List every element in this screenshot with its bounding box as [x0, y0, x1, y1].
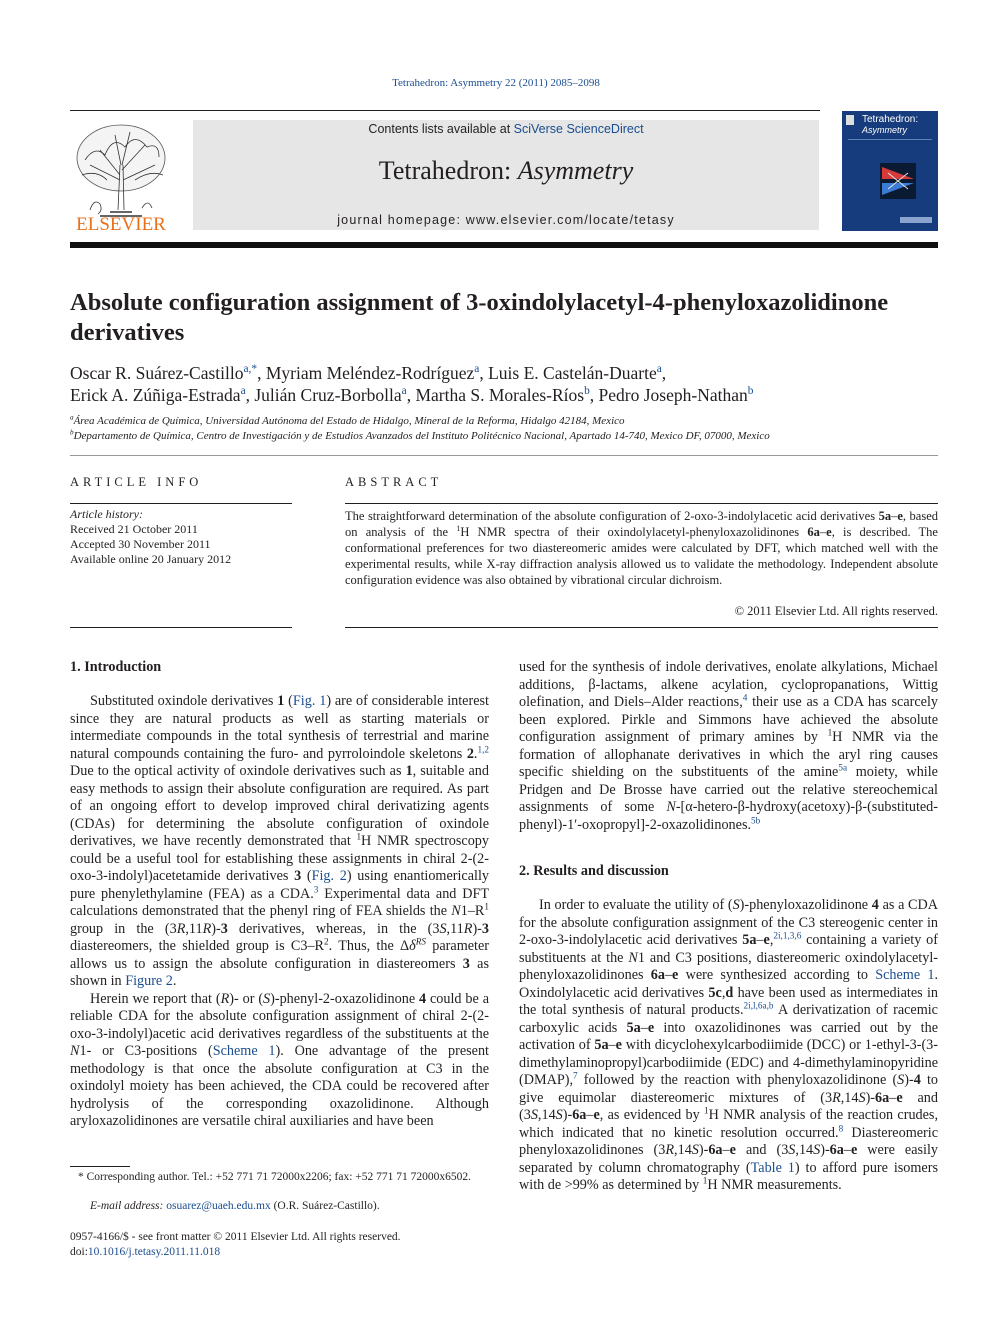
figure-link[interactable]: Fig. 2	[311, 868, 347, 884]
cover-divider	[848, 139, 932, 140]
authors-line-1: Oscar R. Suárez-Castillo$^{a,*}$, Myriam Meléndez-Rodríguez$^a$, Luis E. Castelán-Duarte$^a$,	[70, 363, 667, 383]
author-affil-mark[interactable]: a	[656, 363, 662, 376]
author-affil-mark[interactable]: a,*	[243, 363, 258, 376]
author[interactable]	[599, 385, 754, 405]
abstract-text: The straightforward determination of the absolute configuration of 2-oxo-3-indolylacetic acid derivatives 5a–e, based on analysis of the $^1$H NMR spectra of their oxindolylacetyl-phenyloxazolidinones 6a–e, is described. The conformational preferences for two diastereomeric amides were calculated by DFT, which matched well with the experimental results, while X-ray diffraction analysis allowed us to validate the methodology. Independent absolute configuration evidence was also obtained by vibrational circular dichroism.	[345, 509, 938, 588]
paragraph: In order to evaluate the utility of (S)-phenyloxazolidinone 4 as a CDA for the absolute configuration assignment of the C3 stereogenic center in 2-oxo-3-indolylacetic acid derivatives 5a–e,$^{2i,1,3,6}$ containing a variety of substituents at the N1 and C3 positions, diastereomeric oxindolylacetyl-phenyloxazolidinones 6a–e were synthesized according to Scheme 1. Oxindolylacetic acid derivatives 5c,d have been used as intermediates in the total synthesis of natural products.$^{2i,l,6a,b}$ A derivatization of racemic carboxylic acids 5a–e into oxazolidinones was carried out by the activation of 5a–e with dicyclohexylcarbodiimide (DCC) or 1-ethyl-3-(3-dimethylaminopropyl)carbodiimide (EDC) and 4-dimethylaminopyridine (DMAP),$^7$ followed by the reaction with phenyloxazolidinone (S)-4 to give equimolar diastereomeric mixtures of (3R,14S)-6a–e and (3S,14S)-6a–e, as evidenced by $^1$H NMR analysis of the reaction crudes, which indicated that no kinetic resolution occurred.$^8$ Diastereomeric phenyloxazolidinones (3R,14S)-6a–e and (3S,14S)-6a–e were easily separated by column chromatography (Table 1) to afford pure isomers with de >99% as determined by $^1$H NMR measurements.	[519, 897, 938, 1193]
section-heading-results: 2. Results and discussion	[519, 863, 669, 879]
elsevier-wordmark: ELSEVIER	[76, 214, 166, 235]
author-name: Myriam Meléndez-Rodríguez	[265, 363, 475, 383]
journal-name: Tetrahedron:	[378, 156, 518, 185]
article-info-bottom-rule	[70, 627, 292, 628]
results-body	[519, 897, 938, 1195]
copyright-notice: © 2011 Elsevier Ltd. All rights reserved.	[734, 604, 938, 618]
author-affil-mark[interactable]: a	[240, 385, 246, 398]
email-label: E-mail address:	[90, 1200, 164, 1212]
author-affil-mark[interactable]: a	[474, 363, 480, 376]
paragraph: used for the synthesis of indole derivatives, enolate alkylations, Michael additions, β-lactams, alkene acylation, cyclopropanations, Wittig olefination, and Diels–Alder reactions,$^4$ their use as a CDA has scarcely been explored. Pirkle and Simmons have achieved the absolute configuration assignment of primary amines by $^1$H NMR via the formation of allophanate derivatives in which the aryl ring causes specific shielding on the substituents of the amine$^{5a}$ moiety, while Pridgen and De Brosse have carried out the relative stereochemical assignments of some N-[α-hetero-β-hydroxy(acetoxy)-β-(substituted-phenyl)-1′-oxopropyl]-2-oxazolidinones.$^{5b}$	[519, 659, 938, 833]
email-owner: (O.R. Suárez-Castillo).	[273, 1200, 380, 1212]
email-footnote	[90, 1199, 490, 1214]
contents-line	[193, 122, 819, 136]
article-title: Absolute configuration assignment of 3-oxindolylacetyl-4-phenyloxazolidinone derivatives	[70, 289, 889, 346]
article-info-rule	[70, 503, 292, 504]
affiliation-label: b	[70, 428, 74, 437]
doi-label: doi:	[70, 1246, 88, 1258]
affiliation-label: a	[70, 413, 74, 422]
accepted-date: Accepted 30 November 2011	[70, 537, 211, 551]
elsevier-tree-icon	[70, 120, 172, 235]
elsevier-logo	[70, 120, 172, 235]
affiliation-text: Área Académica de Química, Universidad Autónoma del Estado de Hidalgo, Mineral de la Reforma, Hidalgo 42184, Mexico	[73, 415, 625, 427]
footnote-rule	[70, 1166, 130, 1167]
scheme-link[interactable]: Scheme 1	[875, 967, 935, 983]
author-name: Julián Cruz-Borbolla	[254, 385, 402, 405]
section-heading-introduction: 1. Introduction	[70, 659, 162, 675]
contents-prefix: Contents lists available at	[368, 122, 514, 136]
author-affil-mark[interactable]: b	[747, 385, 754, 398]
journal-header-box	[193, 120, 819, 230]
affiliation-text: Departamento de Química, Centro de Investigación y de Estudios Avanzados del Instituto Politécnico Nacional, Apartado 14-740, Mexico DF, 07000, Mexico	[73, 430, 770, 442]
author-name: Erick A. Zúñiga-Estrada	[70, 385, 241, 405]
received-date: Received 21 October 2011	[70, 522, 198, 536]
author[interactable]	[70, 385, 246, 405]
journal-name-italic: Asymmetry	[517, 156, 634, 185]
affiliation-a	[70, 415, 940, 427]
author[interactable]	[70, 363, 257, 383]
journal-title	[193, 156, 819, 186]
cover-title-text: Tetrahedron:	[862, 114, 919, 125]
affiliation-b	[70, 430, 940, 442]
corresponding-author-footnote: * Corresponding author. Tel.: +52 771 71 72000x2206; fax: +52 771 71 72000x6502.	[78, 1171, 472, 1183]
author[interactable]	[488, 363, 662, 383]
author[interactable]	[415, 385, 589, 405]
email-link[interactable]: osuarez@uaeh.edu.mx	[166, 1200, 271, 1212]
journal-cover[interactable]	[842, 111, 938, 231]
header-rule	[70, 110, 820, 111]
online-date: Available online 20 January 2012	[70, 552, 232, 566]
author-name: Pedro Joseph-Nathan	[598, 385, 748, 405]
author-affil-mark[interactable]: b	[584, 385, 590, 398]
paragraph: Herein we report that (R)- or (S)-phenyl-2-oxazolidinone 4 could be a reliable CDA for the absolute configuration assignment of chiral 2-(2-oxo-3-indolyl)acetic acid derivatives regardless of the substituents at the N1- or C3-positions (Scheme 1). One advantage of the present methodology is that once the absolute configuration at C3 in the oxindolyl moiety has been achieved, the CDA could be recovered after hydrolysis of the corresponding oxazolidinone. Although aryloxazolidinones are versatile chiral auxiliaries and have been	[70, 990, 489, 1129]
header-thick-rule	[70, 242, 938, 248]
author-name: Oscar R. Suárez-Castillo	[70, 363, 244, 383]
author-name: Luis E. Castelán-Duarte	[488, 363, 657, 383]
article-info-heading: ARTICLE INFO	[70, 475, 203, 489]
affiliation-rule	[70, 455, 938, 456]
introduction-body	[70, 693, 489, 1131]
abstract-heading: ABSTRACT	[345, 475, 443, 489]
journal-reference[interactable]: Tetrahedron: Asymmetry 22 (2011) 2085–2098	[392, 77, 600, 89]
doi-link[interactable]: 10.1016/j.tetasy.2011.11.018	[87, 1246, 221, 1258]
authors-line-2: Erick A. Zúñiga-Estrada$^a$, Julián Cruz-Borbolla$^a$, Martha S. Morales-Ríos$^b$, Pedro Joseph-Nathan$^b$	[70, 385, 754, 405]
scheme-link[interactable]: Scheme 1	[212, 1043, 276, 1059]
cover-logo-icon	[846, 115, 854, 125]
cover-title	[862, 114, 918, 136]
issn-line: 0957-4166/$ - see front matter © 2011 Elsevier Ltd. All rights reserved.	[70, 1231, 401, 1243]
author-name: Martha S. Morales-Ríos	[415, 385, 585, 405]
author[interactable]	[254, 385, 406, 405]
figure-link[interactable]: Figure 2	[125, 973, 173, 989]
author[interactable]	[266, 363, 480, 383]
doi-line	[70, 1245, 490, 1260]
table-link[interactable]: Table 1	[750, 1159, 795, 1176]
author-affil-mark[interactable]: a	[401, 385, 407, 398]
journal-homepage[interactable]: journal homepage: www.elsevier.com/locate/tetasy	[337, 213, 675, 227]
cover-footer-mark	[900, 217, 932, 223]
abstract-bottom-rule	[345, 627, 938, 628]
cover-subtitle-text: Asymmetry	[862, 125, 907, 135]
introduction-continued	[519, 659, 938, 834]
article-history-label: Article history:	[70, 507, 143, 521]
cover-graphic-icon	[880, 163, 916, 199]
figure-link[interactable]: Fig. 1	[292, 693, 327, 709]
abstract-rule	[345, 503, 938, 504]
sciencedirect-link[interactable]: SciVerse ScienceDirect	[513, 122, 644, 136]
paragraph: Substituted oxindole derivatives 1 (Fig. 1) are of considerable interest since they are natural products as well as starting materials or intermediate compounds in the total synthesis of terrestrial and marine natural compounds containing the furo- and pyrroloindole skeletons 2.$^{1,2}$ Due to the optical activity of oxindole derivatives such as 1, suitable and easy methods to assign their absolute configuration are required. As part of an ongoing effort to develop improved chiral derivatizing agents (CDAs) for determining the absolute configuration of oxindole derivatives, we have recently demonstrated that $^1$H NMR spectroscopy could be a useful tool for establishing these assignments in chiral 2-(2-oxo-3-indolyl)acetetamide derivatives 3 (Fig. 2) using enantiomerically pure phenylethylamine (FEA) as a CDA.$^3$ Experimental data and DFT calculations demonstrated that the phenyl ring of FEA shields the $N1-R^1$ group in the (3R,11R)-3 derivatives, whereas, in the (3S,11R)-3 diastereomers, the shielded group is $C3-R^2$. Thus, the $\Delta\delta^{RS}$ parameter allows us to assign the absolute configuration in diastereomers 3 as shown in Figure 2.	[70, 693, 490, 989]
